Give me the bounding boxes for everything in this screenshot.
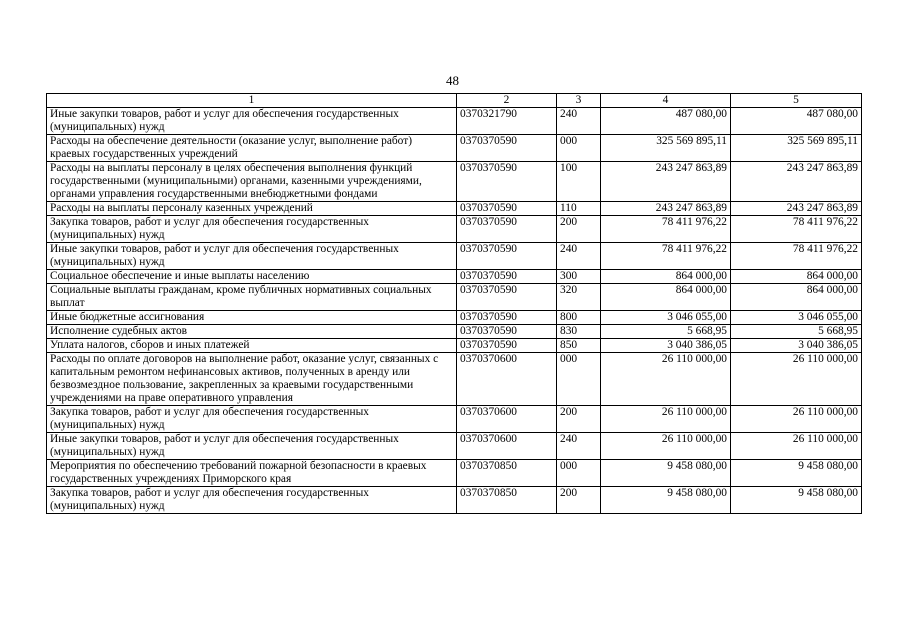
row-name-cell: Исполнение судебных актов xyxy=(47,325,457,339)
row-kvr-cell: 240 xyxy=(557,108,601,135)
row-name-cell: Иные закупки товаров, работ и услуг для обеспечения государственных (муниципальных) нужд xyxy=(47,433,457,460)
table-header-row xyxy=(47,94,862,108)
row-amount-cell: 5 668,95 xyxy=(601,325,731,339)
row-amount-cell: 26 110 000,00 xyxy=(731,433,862,460)
row-amount-cell: 243 247 863,89 xyxy=(731,162,862,202)
row-kvr-cell: 000 xyxy=(557,135,601,162)
row-amount-cell: 487 080,00 xyxy=(601,108,731,135)
row-amount-cell: 9 458 080,00 xyxy=(731,460,862,487)
row-kvr-cell: 110 xyxy=(557,202,601,216)
row-amount-cell: 9 458 080,00 xyxy=(731,487,862,514)
table-row xyxy=(47,284,862,311)
table-row xyxy=(47,108,862,135)
table-row xyxy=(47,353,862,406)
table-row xyxy=(47,135,862,162)
row-kvr-cell: 240 xyxy=(557,243,601,270)
row-amount-cell: 9 458 080,00 xyxy=(601,460,731,487)
row-code-cell: 0370370590 xyxy=(457,270,557,284)
row-kvr-cell: 830 xyxy=(557,325,601,339)
row-name-cell: Мероприятия по обеспечению требований пожарной безопасности в краевых государственных учреждениях Приморского края xyxy=(47,460,457,487)
row-kvr-cell: 850 xyxy=(557,339,601,353)
row-amount-cell: 78 411 976,22 xyxy=(601,216,731,243)
row-amount-cell: 5 668,95 xyxy=(731,325,862,339)
column-header: 2 xyxy=(457,94,557,108)
row-kvr-cell: 000 xyxy=(557,353,601,406)
budget-table xyxy=(46,93,862,514)
row-name-cell: Социальное обеспечение и иные выплаты населению xyxy=(47,270,457,284)
row-name-cell: Расходы на обеспечение деятельности (оказание услуг, выполнение работ) краевых государственных учреждений xyxy=(47,135,457,162)
table-row xyxy=(47,243,862,270)
row-code-cell: 0370370850 xyxy=(457,460,557,487)
table-row xyxy=(47,311,862,325)
table-body xyxy=(47,108,862,514)
row-amount-cell: 864 000,00 xyxy=(601,284,731,311)
row-code-cell: 0370370590 xyxy=(457,243,557,270)
row-kvr-cell: 240 xyxy=(557,433,601,460)
row-code-cell: 0370370590 xyxy=(457,135,557,162)
row-amount-cell: 3 046 055,00 xyxy=(601,311,731,325)
row-amount-cell: 3 040 386,05 xyxy=(731,339,862,353)
row-name-cell: Иные закупки товаров, работ и услуг для обеспечения государственных (муниципальных) нужд xyxy=(47,108,457,135)
table-row xyxy=(47,406,862,433)
row-amount-cell: 243 247 863,89 xyxy=(601,162,731,202)
row-code-cell: 0370370600 xyxy=(457,406,557,433)
row-amount-cell: 325 569 895,11 xyxy=(731,135,862,162)
row-code-cell: 0370370600 xyxy=(457,353,557,406)
row-name-cell: Закупка товаров, работ и услуг для обеспечения государственных (муниципальных) нужд xyxy=(47,216,457,243)
table-row xyxy=(47,216,862,243)
table-row xyxy=(47,202,862,216)
row-name-cell: Иные закупки товаров, работ и услуг для обеспечения государственных (муниципальных) нужд xyxy=(47,243,457,270)
row-code-cell: 0370370590 xyxy=(457,162,557,202)
row-name-cell: Расходы по оплате договоров на выполнение работ, оказание услуг, связанных с капитальным ремонтом нефинансовых активов, полученных в аренду или безвозмездное пользование, закрепленных за краевыми государственными учреждениями на праве оперативного управления xyxy=(47,353,457,406)
row-code-cell: 0370370590 xyxy=(457,339,557,353)
row-kvr-cell: 300 xyxy=(557,270,601,284)
page-number: 48 xyxy=(446,73,459,88)
row-amount-cell: 78 411 976,22 xyxy=(731,216,862,243)
row-name-cell: Иные бюджетные ассигнования xyxy=(47,311,457,325)
table-row xyxy=(47,270,862,284)
row-kvr-cell: 800 xyxy=(557,311,601,325)
column-header: 1 xyxy=(47,94,457,108)
row-amount-cell: 243 247 863,89 xyxy=(601,202,731,216)
row-code-cell: 0370321790 xyxy=(457,108,557,135)
row-code-cell: 0370370850 xyxy=(457,487,557,514)
row-amount-cell: 78 411 976,22 xyxy=(731,243,862,270)
row-name-cell: Расходы на выплаты персоналу в целях обеспечения выполнения функций государственными (муниципальными) органами, казенными учреждениями, органами управления государственными внебюджетными фондами xyxy=(47,162,457,202)
table-row xyxy=(47,339,862,353)
row-code-cell: 0370370590 xyxy=(457,202,557,216)
row-code-cell: 0370370590 xyxy=(457,325,557,339)
row-amount-cell: 864 000,00 xyxy=(731,270,862,284)
row-code-cell: 0370370590 xyxy=(457,311,557,325)
row-kvr-cell: 100 xyxy=(557,162,601,202)
row-name-cell: Закупка товаров, работ и услуг для обеспечения государственных (муниципальных) нужд xyxy=(47,487,457,514)
row-kvr-cell: 200 xyxy=(557,487,601,514)
row-amount-cell: 26 110 000,00 xyxy=(601,406,731,433)
row-amount-cell: 26 110 000,00 xyxy=(731,353,862,406)
row-amount-cell: 26 110 000,00 xyxy=(601,433,731,460)
row-amount-cell: 26 110 000,00 xyxy=(601,353,731,406)
table-row xyxy=(47,433,862,460)
row-code-cell: 0370370590 xyxy=(457,284,557,311)
row-kvr-cell: 200 xyxy=(557,406,601,433)
row-code-cell: 0370370590 xyxy=(457,216,557,243)
row-code-cell: 0370370600 xyxy=(457,433,557,460)
table-row xyxy=(47,460,862,487)
row-kvr-cell: 000 xyxy=(557,460,601,487)
table-row xyxy=(47,487,862,514)
row-kvr-cell: 200 xyxy=(557,216,601,243)
table-row xyxy=(47,162,862,202)
row-amount-cell: 864 000,00 xyxy=(731,284,862,311)
row-amount-cell: 78 411 976,22 xyxy=(601,243,731,270)
row-name-cell: Социальные выплаты гражданам, кроме публичных нормативных социальных выплат xyxy=(47,284,457,311)
column-header: 5 xyxy=(731,94,862,108)
row-amount-cell: 864 000,00 xyxy=(601,270,731,284)
row-amount-cell: 243 247 863,89 xyxy=(731,202,862,216)
row-amount-cell: 26 110 000,00 xyxy=(731,406,862,433)
row-name-cell: Закупка товаров, работ и услуг для обеспечения государственных (муниципальных) нужд xyxy=(47,406,457,433)
column-header: 3 xyxy=(557,94,601,108)
row-amount-cell: 3 046 055,00 xyxy=(731,311,862,325)
table-row xyxy=(47,325,862,339)
row-kvr-cell: 320 xyxy=(557,284,601,311)
row-amount-cell: 487 080,00 xyxy=(731,108,862,135)
row-amount-cell: 9 458 080,00 xyxy=(601,487,731,514)
column-header: 4 xyxy=(601,94,731,108)
row-name-cell: Расходы на выплаты персоналу казенных учреждений xyxy=(47,202,457,216)
row-amount-cell: 3 040 386,05 xyxy=(601,339,731,353)
row-name-cell: Уплата налогов, сборов и иных платежей xyxy=(47,339,457,353)
row-amount-cell: 325 569 895,11 xyxy=(601,135,731,162)
